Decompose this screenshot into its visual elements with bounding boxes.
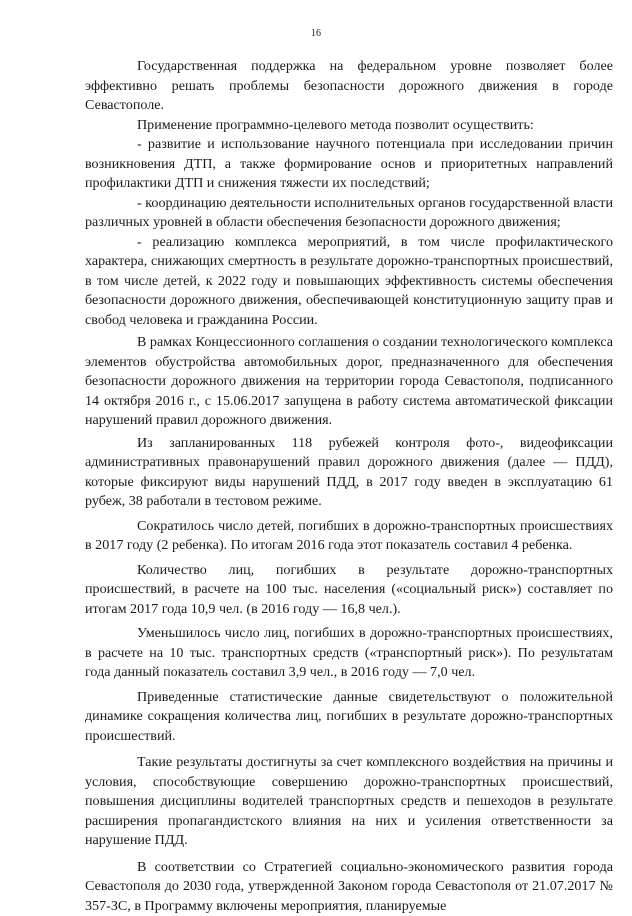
paragraph-strategy: В соответствии со Стратегией социально-экономического развития города Севастополя до 2030 года, утвержденной Законом города Севастополя от 21.07.2017 № 357-ЗС, в Программу включены мероприятия, планируемые — [85, 858, 613, 916]
paragraph-program-method-intro: Применение программно-целевого метода позволит осуществить: — [85, 116, 613, 136]
paragraph-list-item-coordination: - координацию деятельности исполнительных органов государственной власти различных уровней в области обеспечения безопасности дорожного движения; — [85, 194, 613, 233]
paragraph-concession-agreement: В рамках Концессионного соглашения о создании технологического комплекса элементов обустройства автомобильных дорог, предназначенного для обеспечения безопасности дорожного движения на территории города Севастополя, подписанного 14 октября 2016 г., с 15.06.2017 запущена в работу система автоматической фиксации нарушений правил дорожного движения. — [85, 333, 613, 431]
paragraph-transport-risk: Уменьшилось число лиц, погибших в дорожно-транспортных происшествиях, в расчете на 10 тыс. транспортных средств («транспортный риск»). По результатам года данный показатель составил 3,9 чел., в 2016 году — 7,0 чел. — [85, 624, 613, 683]
paragraph-list-item-science: - развитие и использование научного потенциала при исследовании причин возникновения ДТП, а также формирование основ и приоритетных направлений профилактики ДТП и снижения тяжести их последствий; — [85, 135, 613, 194]
page-number: 16 — [0, 28, 632, 39]
paragraph-social-risk: Количество лиц, погибших в результате дорожно-транспортных происшествий, в расчете на 100 тыс. населения («социальный риск») составляет по итогам 2017 года 10,9 чел. (в 2016 году — 16,8 чел.). — [85, 561, 613, 620]
paragraph-statistics-summary: Приведенные статистические данные свидетельствуют о положительной динамике сокращения количества лиц, погибших в результате дорожно-транспортных происшествий. — [85, 688, 613, 747]
paragraph-control-points: Из запланированных 118 рубежей контроля фото-, видеофиксации административных правонарушений правил дорожного движения (далее — ПДД), которые фиксируют виды нарушений ПДД, в 2017 году введен в эксплуатацию 61 рубеж, 38 работали в тестовом режиме. — [85, 434, 613, 512]
paragraph-federal-support: Государственная поддержка на федеральном уровне позволяет более эффективно решать проблемы безопасности дорожного движения в городе Севастополе. — [85, 57, 613, 116]
paragraph-results-achieved: Такие результаты достигнуты за счет комплексного воздействия на причины и условия, способствующие совершению дорожно-транспортных происшествий, повышения дисциплины водителей транспортных средств и пешеходов в результате расширения пропагандистского влияния на них и усиления ответственности за нарушение ПДД. — [85, 753, 613, 851]
document-body — [85, 57, 613, 916]
paragraph-list-item-measures: - реализацию комплекса мероприятий, в том числе профилактического характера, снижающих смертность в результате дорожно-транспортных происшествий, в том числе детей, к 2022 году и повышающих эффективность системы обеспечения безопасности дорожного движения, обеспечивающей конституционную защиту прав и свобод человека и гражданина России. — [85, 233, 613, 331]
paragraph-children-deaths: Сократилось число детей, погибших в дорожно-транспортных происшествиях в 2017 году (2 ребенка). По итогам 2016 года этот показатель составил 4 ребенка. — [85, 517, 613, 556]
